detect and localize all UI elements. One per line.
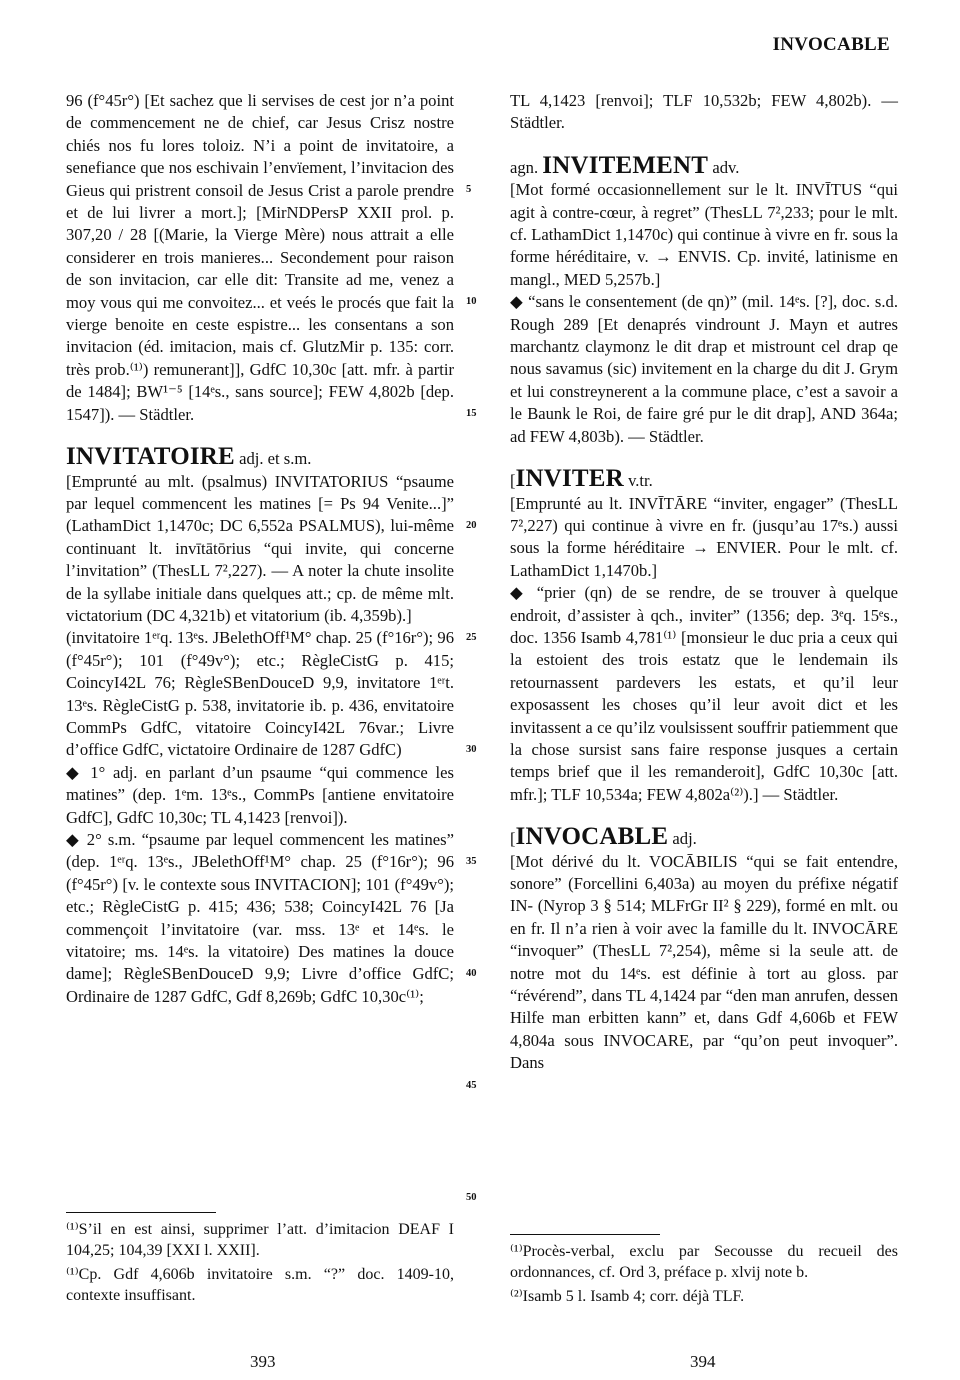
- line-number: 20: [466, 520, 477, 531]
- invitatoire-etymology: [Emprunté au mlt. (psalmus) INVITATORIUS “psaume par lequel commencent les matines [= Ps 94 Venite...]” (LathamDict 1,1470c; DC 6,552a PSALMUS), lui-même continuant lt. invītātōrius “qui invite, qui concerne l’invitation” (ThesLL 7²,227). — A noter la chute insolite de la syllabe initiale dans quelques att.; cp. de même mlt. victatorium (DC 4,321b) et vitatorium (ib. 4,359b).]: [66, 471, 454, 625]
- footnote-rule: [510, 1234, 660, 1235]
- line-number: 40: [466, 968, 477, 979]
- right-column: [510, 90, 898, 1075]
- grammar-invitatoire: adj. et s.m.: [239, 449, 312, 469]
- inviter-etymology: [Emprunté au lt. INVĪTĀRE “inviter, engager” (ThesLL 7²,227) qui continue à vivre en fr. (jusqu’au 17ᵉs.) aussi sous la forme héréditaire → ENVIER. Pour le mlt. cf. LathamDict 1,1470b.]: [510, 493, 898, 580]
- footnote-rule: [66, 1212, 216, 1213]
- headword-inviter: INVITER: [515, 465, 624, 493]
- inviter-sense: ◆ “prier (qn) de se rendre, de se trouver à quelque endroit, d’assister à qch., inviter” (1356; dep. 3ᵉq. 15ᵉs., doc. 1356 Isamb 4,781⁽¹⁾ [monsieur le duc pria a ceux qui la estoient des trois estatz que le lendemain ils retournassent pardevers les estats, et qu’il leur exposassent les choses qu’il leur avoit dict et les invitassent a ce qu’ilz voulsissent souffrir patiemment que la chose sursist sans faire response jusques a certain temps brief que il les remanderoit], GdfC 10,30c [att. mfr.]; TLF 10,534a; FEW 4,802a⁽²⁾).] — Städtler.: [510, 583, 898, 804]
- left-footnote-1: ⁽¹⁾S’il en est ainsi, supprimer l’att. d’imitacion DEAF I 104,25; 104,39 [XXI l. XXII].: [66, 1221, 454, 1259]
- line-number: 35: [466, 856, 477, 867]
- invitatoire-sense-2: ◆ 2° s.m. “psaume par lequel commencent les matines” (dep. 1ᵉʳq. 13ᵉs., JBelethOff¹M° chap. 25 (f°16r°); 96 (f°45r°) [v. le contexte sous INVITACION]; 101 (f°49v°); etc.; RègleCistG p. 415; 436; 538; CoincyI42L 76 [Ja commençoit l’invitatoire (var. mss. 13ᵉ et 14ᵉs. le vitatoire; ms. 14ᵉs. la vitatoire) Des matines la douce dame]; RègleSBenDouceD 9,9; Livre d’office GdfC; Ordinaire de 1287 GdfC, Gdf 8,269b; GdfC 10,30c⁽¹⁾;: [66, 830, 454, 1006]
- invitatoire-forms: (invitatoire 1ᵉʳq. 13ᵉs. JBelethOff¹M° chap. 25 (f°16r°); 96 (f°45r°); 101 (f°49v°); etc.; RègleCistG p. 415; CoincyI42L 76; RègleSBenDouceD 9,9, invitatore 1ᵉʳt. 13ᵉs. RègleCistG p. 538, invitatorie ib. p. 436, envitatoire CommPs GdfC, vitatoire CoincyI42L 76var.; Livre d’office GdfC, victatoire Ordinaire de 1287 GdfC): [66, 628, 454, 760]
- grammar-inviter: v.tr.: [628, 471, 653, 491]
- grammar-invitement: adv.: [712, 157, 740, 177]
- left-column: [66, 90, 454, 1008]
- invitement-sense: ◆ “sans le consentement (de qn)” (mil. 14ᵉs. [?], doc. s.d. Rough 289 [Et denaprés vindrount J. Mayn et autres marchantz claymonz le dit drap et mistrount cel drap qe nous savamus (sic) invitement en la charge du dit J. Grym et lui constreynerent a la commune place, c’est a savoir a le Baunk le Roi, de faire gré pur le dit drap], AND 364a; ad FEW 4,803b). — Städtler.: [510, 292, 898, 446]
- line-number: 15: [466, 408, 477, 419]
- prefix-invocable: [: [510, 829, 516, 849]
- entry-inviter-head: [510, 465, 898, 493]
- line-number: 50: [466, 1192, 477, 1203]
- prefix-inviter: [: [510, 471, 516, 491]
- left-paragraph-1: 96 (f°45r°) [Et sachez que li servises de cest jor n’a point de commencement ne de chief, car Jesus Crisz nostre chiés nos fu lores toloiz. N’i a point de invitatoire, a senefiance que nos eschivain l’envïement, l’invitacion des Gieus qui pristrent consoil de Jesus Crist a parole prendre et de lui livrer a mort.]; [MirNDPersP XXII prol. p. 307,20 / 28 [(Marie, la Vierge Mère) nous attrait a elle considerer en trois manieres... Secondement pour raison de son invitacion, car elle dit: Transite ad me, venez a moy vous qui me convoitez... et veés le procés que fait la vierge benoite en ceste espistre... les consentans a son invitacion (éd. imitacion, mais cf. GlutzMir p. 135: corr. très prob.⁽¹⁾) remunerant]], GdfC 10,30c [att. mfr. à partir de 1484]; BW¹⁻⁵ [14ᵉs., sans source]; FEW 4,802b [dep. 1547]). — Städtler.: [66, 91, 454, 424]
- left-footnotes: [66, 1212, 454, 1309]
- invitatoire-sense-1: ◆ 1° adj. en parlant d’un psaume “qui commence les matines” (dep. 1ᵉm. 13ᵉs., CommPs [antiene envitatoire GdfC], GdfC 10,30c; TL 4,1423 [renvoi]).: [66, 762, 454, 827]
- page-number-right: 394: [690, 1352, 716, 1371]
- line-number: 10: [466, 296, 477, 307]
- entry-invitatoire-head: [66, 443, 454, 471]
- left-footnote-2: ⁽¹⁾Cp. Gdf 4,606b invitatoire s.m. “?” doc. 1409-10, contexte insuffisant.: [66, 1266, 454, 1304]
- entry-invocable-head: [510, 823, 898, 851]
- right-footnote-1: ⁽¹⁾Procès-verbal, exclu par Secousse du recueil des ordonnances, cf. Ord 3, préface p. xlvij note b.: [510, 1243, 898, 1281]
- right-footnotes: [510, 1234, 898, 1310]
- line-number: 45: [466, 1080, 477, 1091]
- line-number: 5: [466, 184, 472, 195]
- right-footnote-2: ⁽²⁾Isamb 5 l. Isamb 4; corr. déjà TLF.: [510, 1288, 745, 1305]
- invocable-etymology: [Mot dérivé du lt. VOCĀBILIS “qui se fait entendre, sonore” (Forcellini 6,403a) au moyen du préfixe négatif IN- (Nyrop 3 § 514; MLFrGr II² § 229), formé en mlt. ou en fr. Il n’a rien à voir avec la famille du lt. INVOCĀRE “invoquer” (ThesLL 7²,254), même si la seule att. de notre mot du 14ᵉs. est définie à tort au gloss. par “révérend”, dans TL 4,1424 par “den man anrufen, dessen Hilfe man erbitten kann” et, dans Gdf 4,606b et FEW 4,804a sous INVOCARE, par “qu’on peut invoquer”. Dans: [510, 851, 898, 1073]
- entry-invitement-head: [510, 151, 898, 179]
- headword-invitement: INVITEMENT: [542, 151, 709, 179]
- prefix-invitement: agn.: [510, 157, 543, 177]
- headword-invitatoire: INVITATOIRE: [66, 443, 235, 471]
- grammar-invocable: adj.: [672, 829, 697, 849]
- line-number: 25: [466, 632, 477, 643]
- right-continuation: TL 4,1423 [renvoi]; TLF 10,532b; FEW 4,802b). — Städtler.: [510, 91, 898, 133]
- running-head: INVOCABLE: [772, 34, 890, 55]
- invitement-etymology: [Mot formé occasionnellement sur le lt. INVĪTUS “qui agit à contre-cœur, à regret” (ThesLL 7²,233; pour le mlt. cf. LathamDict 1,1470c) qui continue à vivre en fr. sous la forme héréditaire, v. → ENVIS. Cp. invité, latinisme en mangl., MED 5,257b.]: [510, 180, 898, 289]
- line-number: 30: [466, 744, 477, 755]
- headword-invocable: INVOCABLE: [515, 823, 669, 851]
- page-number-left: 393: [250, 1352, 276, 1371]
